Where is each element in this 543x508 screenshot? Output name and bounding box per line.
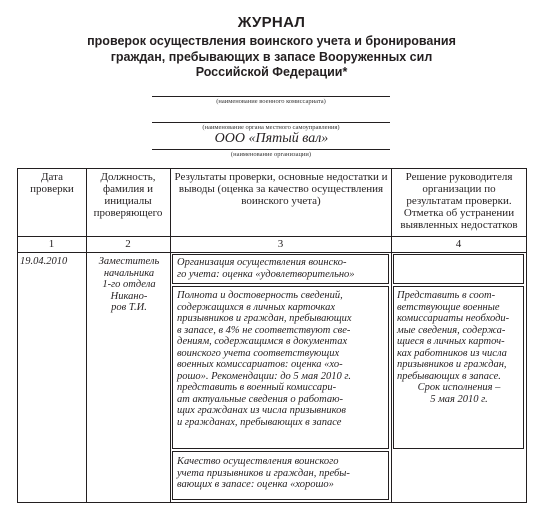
decision-box-1 (393, 254, 524, 284)
decision-line: Представить в соот- (397, 290, 496, 301)
inspector-line: Заместитель (98, 256, 160, 267)
inspector-line: 1-го отдела (102, 279, 156, 290)
result-text-3 (177, 456, 350, 491)
subtitle-line: Российской Федерации* (195, 65, 348, 79)
organization-caption: (наименование организации) (230, 151, 312, 158)
number-row-divider (17, 252, 527, 253)
result-line: щих гражданах из числа призывников (177, 405, 346, 416)
column-number: 4 (455, 238, 462, 250)
column-number: 3 (277, 238, 284, 250)
result-line: воинского учета соответствующих (177, 347, 340, 359)
result-line: Полнота и достоверность сведений, (177, 290, 343, 301)
header-results: Результаты проверки, основные недостатки и выводы (оценка за качество осуществления воинского учета) (174, 171, 388, 207)
header-date: Дата проверки (30, 171, 74, 195)
result-line: Качество осуществления воинского (177, 456, 339, 467)
col-divider-2 (170, 168, 171, 503)
journal-subtitle (0, 34, 543, 81)
organization-line (152, 149, 390, 150)
result-line: содержащихся в личных карточках (177, 301, 335, 313)
header-decision: Решение руководителя организации по результатам проверки. Отметка об устранении выявленных недостатков (400, 171, 518, 231)
inspector-line: Никано- (110, 290, 148, 302)
table-border-bottom (17, 502, 527, 503)
commissariat-caption: (наименование военного комиссариата) (216, 98, 326, 105)
result-line: военных комиссариатов: оценка «хо- (177, 359, 343, 370)
result-line: ат актуальные сведения о работаю- (177, 393, 343, 405)
decision-line: ветствующие военные (397, 301, 500, 313)
decision-line: мые сведения, содержа- (397, 324, 506, 336)
commissariat-line (152, 96, 390, 97)
col-border-right (526, 168, 527, 503)
inspector-line: начальника (103, 267, 155, 279)
col-border-left (17, 168, 18, 503)
inspection-table (17, 168, 527, 503)
deadline-line: Срок исполнения – (417, 382, 501, 393)
col-divider-3 (391, 168, 392, 503)
decision-line: щиеся в личных карточ- (397, 336, 505, 347)
decision-line: комиссариаты необходи- (397, 313, 510, 324)
decision-line: призывников и граждан, (397, 359, 507, 370)
result-line: го учета: оценка «удовлетворительно» (177, 268, 355, 280)
result-line: и гражданах, пребывающих в запасе (177, 416, 342, 428)
inspection-date: 19.04.2010 (20, 256, 68, 267)
result-line: Организация осуществления воинско- (177, 257, 347, 268)
result-line: в запасе, в 4% не соответствуют све- (177, 324, 351, 336)
organization-name: ООО «Пятый вал» (214, 131, 329, 146)
result-line: дениям, содержащимся в документах (177, 336, 348, 347)
header-position: Должность, фамилия и инициалы проверяющего (93, 171, 163, 219)
table-border-top (17, 168, 527, 169)
journal-title: ЖУРНАЛ (237, 14, 306, 31)
header-divider (17, 236, 527, 237)
decision-text (397, 290, 521, 405)
column-number: 2 (125, 238, 131, 250)
result-text-2 (177, 290, 352, 428)
col-divider-1 (86, 168, 87, 503)
result-line: призывников и граждан, пребывающих (177, 313, 352, 324)
result-line: рошо». Рекомендации: до 5 мая 2010 г. (177, 370, 351, 382)
result-line: учета призывников и граждан, пребы- (177, 467, 350, 479)
local-authority-line (152, 122, 390, 123)
decision-line: ках работников из числа (397, 347, 507, 359)
subtitle-line: граждан, пребывающих в запасе Вооруженных сил (110, 49, 433, 64)
subtitle-line: проверок осуществления воинского учета и бронирования (87, 34, 456, 48)
column-number: 1 (48, 238, 55, 250)
local-authority-caption: (наименование органа местного самоуправления) (202, 124, 340, 131)
deadline-line: 5 мая 2010 г. (430, 393, 488, 405)
result-line: вающих в запасе: оценка «хорошо» (177, 479, 334, 490)
result-text-1 (177, 257, 355, 280)
result-line: представить в военный комиссари- (177, 382, 337, 393)
inspector-line: ров Т.И. (111, 302, 147, 313)
decision-line: пребывающих в запасе. (397, 370, 501, 382)
inspector-name (90, 256, 168, 314)
